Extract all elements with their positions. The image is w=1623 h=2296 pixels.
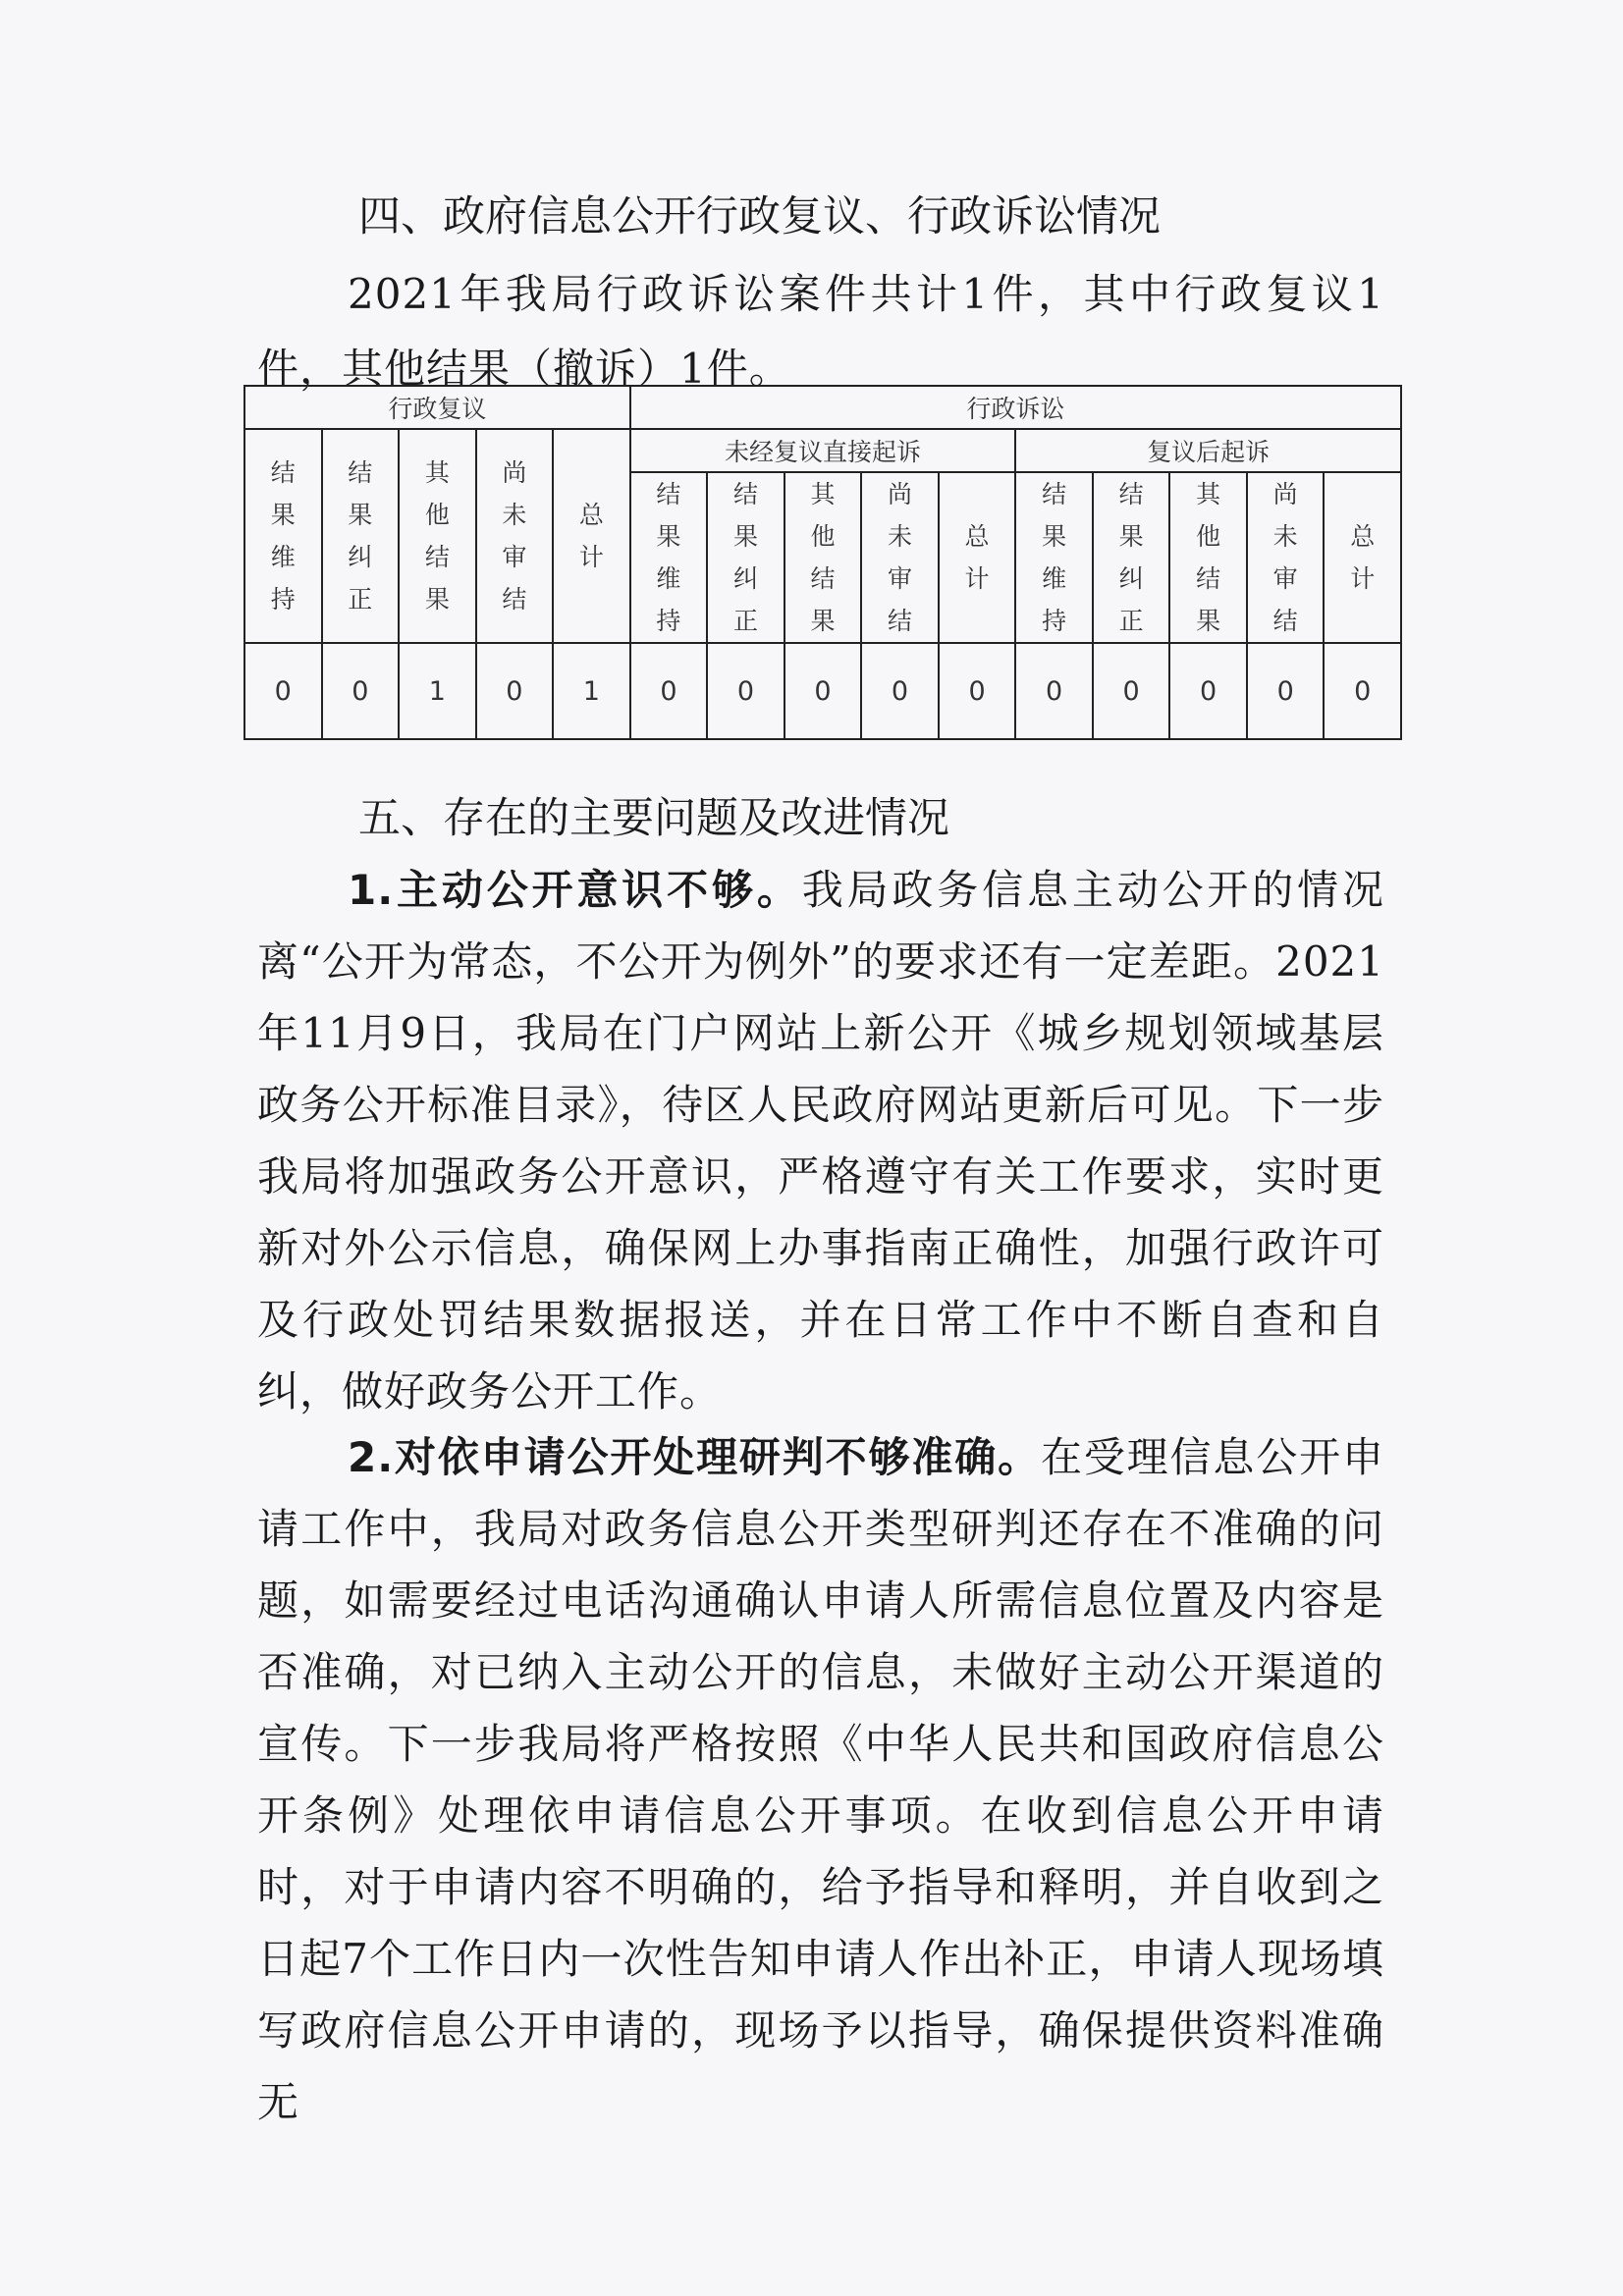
col-after-pending: 尚未审结 (1247, 472, 1325, 643)
header-suit-after-review: 复议后起诉 (1015, 429, 1401, 472)
col-direct-corrected: 结果纠正 (707, 472, 784, 643)
value-cell: 0 (244, 643, 322, 739)
value-cell: 0 (1093, 643, 1170, 739)
item1-body: 我局政务信息主动公开的情况离“公开为常态，不公开为例外”的要求还有一定差距。2021年11月9日，我局在门户网站上新公开《城乡规划领域基层政务公开标准目录》，待区人民政府网站更新后可见。下一步我局将加强政务公开意识，严格遵守有关工作要求，实时更新对外公示信息，确保网上办事指南正确性，加强行政许可及行政处罚结果数据报送，并在日常工作中不断自查和自纠，做好政务公开工作。 (257, 866, 1384, 1415)
value-cell: 0 (322, 643, 400, 739)
header-admin-review: 行政复议 (244, 386, 630, 429)
col-direct-upheld: 结果维持 (630, 472, 708, 643)
col-after-other: 其他结果 (1169, 472, 1247, 643)
col-review-pending: 尚未审结 (476, 429, 554, 643)
col-review-total: 总计 (553, 429, 630, 643)
value-cell: 0 (1169, 643, 1247, 739)
value-cell: 1 (399, 643, 476, 739)
col-after-total: 总计 (1324, 472, 1401, 643)
item1-title: 1.主动公开意识不够。 (348, 866, 802, 914)
value-cell: 0 (784, 643, 862, 739)
section4-intro: 2021年我局行政诉讼案件共计1件，其中行政复议1件，其他结果（撤诉）1件。 (257, 270, 1384, 393)
col-review-corrected: 结果纠正 (322, 429, 400, 643)
col-direct-total: 总计 (939, 472, 1016, 643)
item2-body: 在受理信息公开申请工作中，我局对政务信息公开类型研判还存在不准确的问题，如需要经过电话沟通确认申请人所需信息位置及内容是否准确，对已纳入主动公开的信息，未做好主动公开渠道的宣传。下一步我局将严格按照《中华人民共和国政府信息公开条例》处理依申请信息公开事项。在收到信息公开申请时，对于申请内容不明确的，给予指导和释明，并自收到之日起7个工作日内一次性告知申请人作出补正，申请人现场填写政府信息公开申请的，现场予以指导，确保提供资料准确无 (257, 1433, 1384, 2126)
value-cell: 0 (861, 643, 939, 739)
litigation-table (243, 385, 1402, 740)
item2-title: 2.对依申请公开处理研判不够准确。 (348, 1433, 1041, 1481)
item1-paragraph (257, 854, 1384, 1427)
col-after-upheld: 结果维持 (1015, 472, 1093, 643)
col-review-other: 其他结果 (399, 429, 476, 643)
header-admin-litigation: 行政诉讼 (630, 386, 1401, 429)
section5-heading: 五、存在的主要问题及改进情况 (358, 794, 949, 843)
value-cell: 1 (553, 643, 630, 739)
col-after-corrected: 结果纠正 (1093, 472, 1170, 643)
header-direct-suit: 未经复议直接起诉 (630, 429, 1016, 472)
value-cell: 0 (707, 643, 784, 739)
value-cell: 0 (476, 643, 554, 739)
value-cell: 0 (630, 643, 708, 739)
col-direct-other: 其他结果 (784, 472, 862, 643)
value-cell: 0 (1324, 643, 1401, 739)
col-review-upheld: 结果维持 (244, 429, 322, 643)
value-cell: 0 (1015, 643, 1093, 739)
value-cell: 0 (939, 643, 1016, 739)
col-direct-pending: 尚未审结 (861, 472, 939, 643)
section4-heading: 四、政府信息公开行政复议、行政诉讼情况 (358, 192, 1161, 241)
value-cell: 0 (1247, 643, 1325, 739)
item2-paragraph (257, 1421, 1384, 2138)
